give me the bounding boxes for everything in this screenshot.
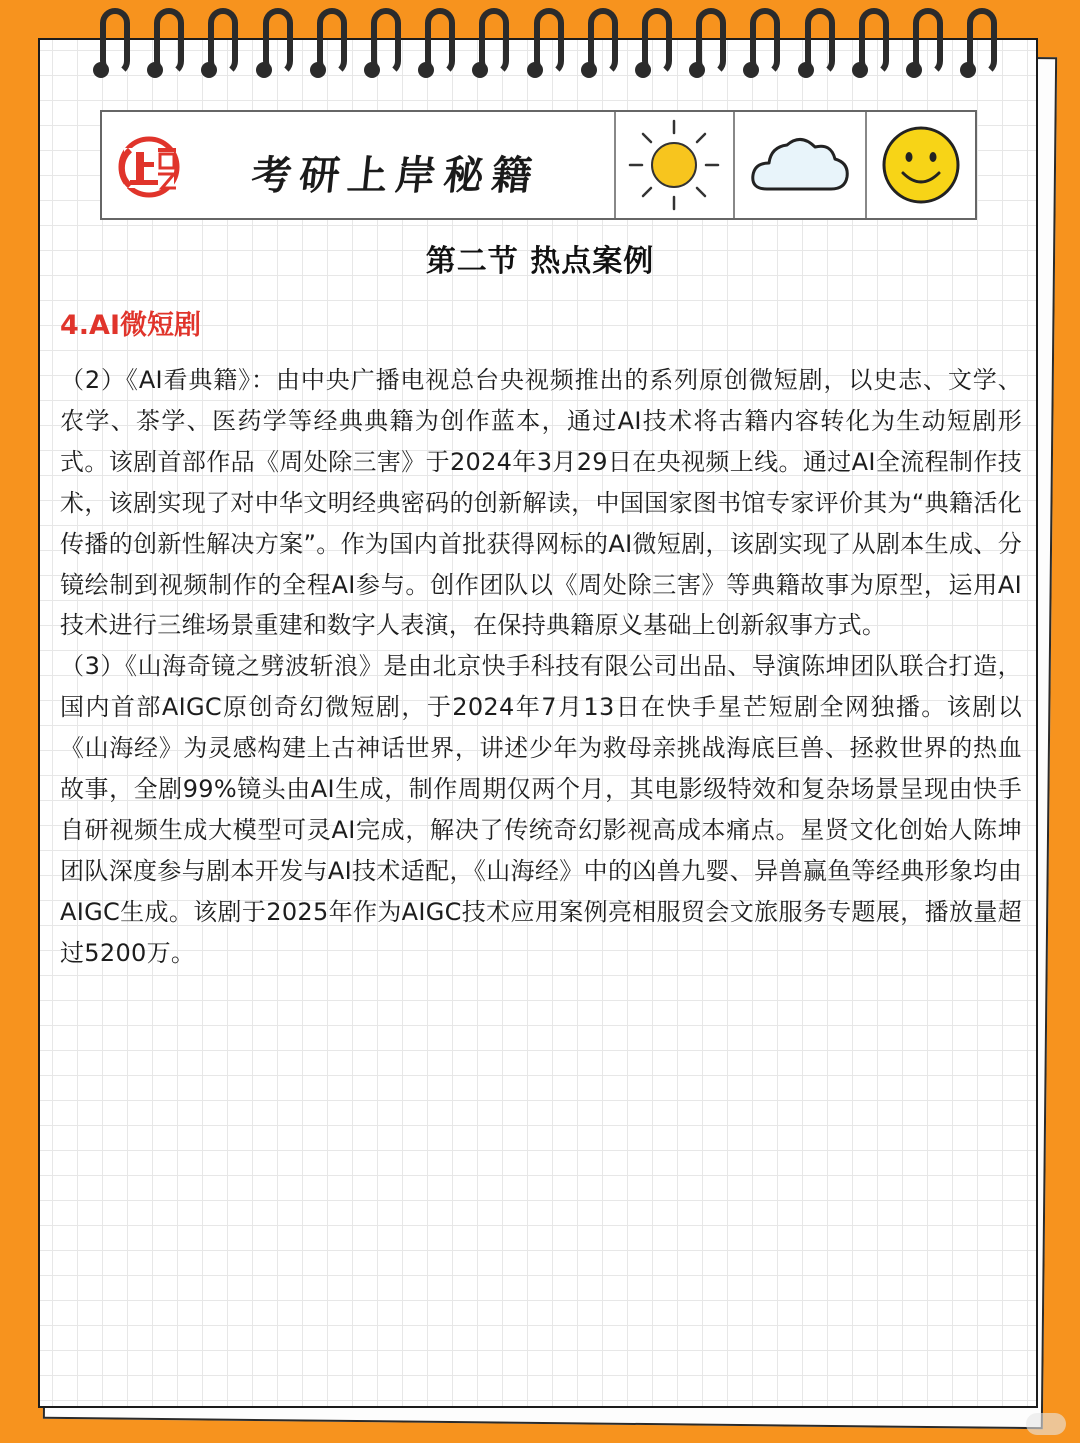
logo-icon — [116, 134, 186, 200]
binding-ring — [696, 8, 726, 76]
section-title: 第二节 热点案例 — [425, 244, 655, 279]
binding-ring — [208, 8, 238, 76]
binding-ring — [154, 8, 184, 76]
sub-heading: 4.AI微短剧 — [60, 310, 201, 341]
binding-ring — [263, 8, 293, 76]
sun-cell — [616, 112, 735, 218]
binding-ring — [805, 8, 835, 76]
smiley-cell — [867, 112, 976, 218]
cloud-icon — [745, 125, 855, 205]
paragraph: （2）《AI看典籍》：由中央广播电视总台央视频推出的系列原创微短剧，以史志、文学、农学、茶学、医药学等经典典籍为创作蓝本，通过AI技术将古籍内容转化为生动短剧形式。该剧首部作品《周处除三害》于2024年3月29日在央视频上线。通过AI全流程制作技术，该剧实现了对中华文明经典密码的创新解读，中国国家图书馆专家评价其为“典籍活化传播的创新性解决方案”。作为国内首批获得网标的AI微短剧，该剧实现了从剧本生成、分镜绘制到视频制作的全程AI参与。创作团队以《周处除三害》等典籍故事为原型，运用AI技术进行三维场景重建和数字人表演，在保持典籍原义基础上创新叙事方式。 — [60, 366, 1022, 640]
spiral-binding — [0, 0, 1080, 90]
binding-ring — [371, 8, 401, 76]
binding-ring — [642, 8, 672, 76]
paragraph: （3）《山海奇镜之劈波斩浪》是由北京快手科技有限公司出品、导演陈坤团队联合打造，国内首部AIGC原创奇幻微短剧，于2024年7月13日在快手星芒短剧全网独播。该剧以《山海经》为灵感构建上古神话世界，讲述少年为救母亲挑战海底巨兽、拯救世界的热血故事，全剧99%镜头由AI生成，制作周期仅两个月，其电影级特效和复杂场景呈现由快手自研视频生成大模型可灵AI完成，解决了传统奇幻影视高成本痛点。星贤文化创始人陈坤团队深度参与剧本开发与AI技术适配，《山海经》中的凶兽九婴、异兽赢鱼等经典形象均由AIGC生成。该剧于2025年作为AIGC技术应用案例亮相服贸会文旅服务专题展，播放量超过5200万。 — [60, 652, 1022, 967]
body-text — [60, 360, 1022, 974]
binding-ring — [534, 8, 564, 76]
binding-ring — [425, 8, 455, 76]
binding-ring — [588, 8, 618, 76]
header-table — [100, 110, 977, 220]
binding-ring — [100, 8, 130, 76]
binding-ring — [859, 8, 889, 76]
binding-ring — [913, 8, 943, 76]
cloud-cell — [735, 112, 866, 218]
sun-icon — [624, 115, 724, 215]
header-title: 考研上岸秘籍 — [249, 152, 543, 199]
binding-ring — [479, 8, 509, 76]
watermark — [1026, 1413, 1066, 1435]
binding-ring — [750, 8, 780, 76]
smiley-icon — [879, 123, 963, 207]
binding-ring — [317, 8, 347, 76]
header-title-cell — [102, 112, 616, 218]
binding-ring — [967, 8, 997, 76]
